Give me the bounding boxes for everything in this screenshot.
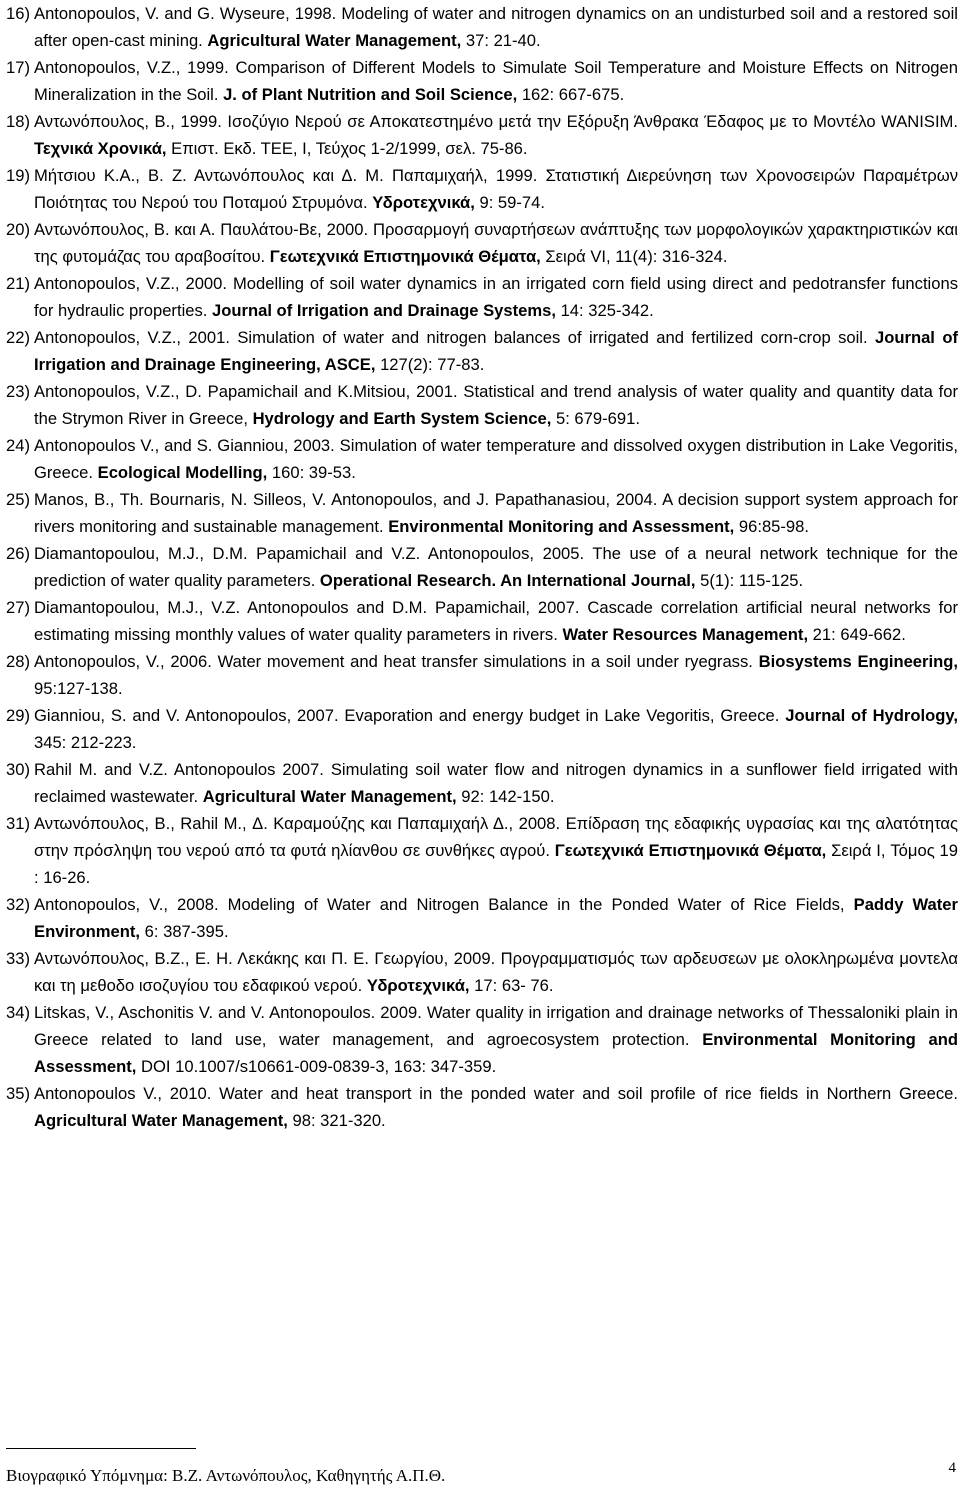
reference-entry: [6, 945, 958, 999]
reference-text: 98: 321-320.: [287, 1111, 386, 1130]
reference-text: Litskas, V., Aschonitis V. and V. Antonopoulos. 2009. Water quality in irrigation and drainage networks of Thessaloniki plain in Greece related to land use, water management, and agroecosystem protection.: [34, 1003, 958, 1049]
reference-text: 127(2): 77-83.: [375, 355, 485, 374]
reference-journal: Υδροτεχνικά,: [372, 193, 475, 212]
reference-entry: [6, 756, 958, 810]
reference-text: Antonopoulos, V.Z., 1999. Comparison of Different Models to Simulate Soil Temperature and Moisture Effects on Nitrogen Mineralization in the Soil.: [34, 58, 958, 104]
reference-entry: [6, 378, 958, 432]
reference-number: 22): [6, 328, 30, 347]
reference-journal: Journal of Irrigation and Drainage Engineering, ASCE,: [34, 328, 958, 374]
reference-number: 35): [6, 1084, 30, 1103]
reference-journal: J. of Plant Nutrition and Soil Science,: [223, 85, 518, 104]
reference-number: 24): [6, 436, 30, 455]
reference-entry: [6, 216, 958, 270]
reference-journal: Paddy Water Environment,: [34, 895, 958, 941]
reference-number: 34): [6, 1003, 30, 1022]
reference-entry: [6, 810, 958, 891]
reference-number: 18): [6, 112, 30, 131]
reference-journal: Agricultural Water Management,: [34, 1111, 288, 1130]
reference-text: 5(1): 115-125.: [695, 571, 804, 590]
reference-text: Antonopoulos, V., 2008. Modeling of Water and Nitrogen Balance in the Ponded Water of Rice Fields,: [34, 895, 854, 914]
reference-text: 21: 649-662.: [808, 625, 906, 644]
reference-text: 5: 679-691.: [551, 409, 640, 428]
reference-number: 16): [6, 4, 30, 23]
reference-journal: Environmental Monitoring and Assessment,: [388, 517, 735, 536]
reference-list: [6, 0, 958, 1134]
reference-text: Αντωνόπουλος, Β., 1999. Ισοζύγιο Νερού σε Αποκατεστημένο μετά την Εξόρυξη Άνθρακα Έδαφος με το Μοντέλο WANISIM.: [34, 112, 958, 131]
reference-journal: Γεωτεχνικά Επιστημονικά Θέματα,: [269, 247, 541, 266]
reference-journal: Journal of Irrigation and Drainage Systems,: [212, 301, 556, 320]
reference-text: Επιστ. Εκδ. ΤΕΕ, Ι, Τεύχος 1-2/1999, σελ. 75-86.: [166, 139, 528, 158]
reference-entry: [6, 432, 958, 486]
reference-number: 19): [6, 166, 30, 185]
reference-number: 26): [6, 544, 30, 563]
reference-entry: [6, 162, 958, 216]
reference-entry: [6, 324, 958, 378]
footer-divider: [6, 1448, 196, 1449]
reference-text: Antonopoulos, V., 2006. Water movement and heat transfer simulations in a soil under ryegrass.: [34, 652, 759, 671]
reference-number: 32): [6, 895, 30, 914]
reference-number: 25): [6, 490, 30, 509]
reference-text: 6: 387-395.: [140, 922, 229, 941]
reference-number: 29): [6, 706, 30, 725]
reference-text: Diamantopoulou, M.J., V.Z. Antonopoulos and D.M. Papamichail, 2007. Cascade correlation artificial neural networks for estimating missing monthly values of water quality parameters in rivers.: [34, 598, 958, 644]
reference-text: Rahil M. and V.Z. Antonopoulos 2007. Simulating soil water flow and nitrogen dynamics in a sunflower field irrigated with reclaimed wastewater.: [34, 760, 958, 806]
reference-number: 28): [6, 652, 30, 671]
reference-text: Antonopoulos V., 2010. Water and heat transport in the ponded water and soil profile of rice fields in Northern Greece.: [34, 1084, 958, 1103]
reference-text: Σειρά VI, 11(4): 316-324.: [540, 247, 728, 266]
reference-text: Αντωνόπουλος, Β.Ζ., Ε. Η. Λεκάκης και Π. Ε. Γεωργίου, 2009. Προγραμματισμός των αρδευσεων με ολοκληρωμένα μοντελα και τη μεθοδο ισοζυγίου του εδαφικού νερού.: [34, 949, 958, 995]
reference-text: 95:127-138.: [34, 679, 123, 698]
reference-text: 17: 63- 76.: [469, 976, 554, 995]
reference-journal: Hydrology and Earth System Science,: [252, 409, 552, 428]
reference-number: 17): [6, 58, 30, 77]
reference-text: 14: 325-342.: [555, 301, 654, 320]
reference-entry: [6, 891, 958, 945]
reference-text: 37: 21-40.: [461, 31, 541, 50]
reference-journal: Operational Research. An International Journal,: [319, 571, 696, 590]
reference-text: 92: 142-150.: [456, 787, 555, 806]
reference-journal: Ecological Modelling,: [97, 463, 268, 482]
reference-entry: [6, 108, 958, 162]
reference-text: 96:85-98.: [734, 517, 809, 536]
reference-text: Diamantopoulou, M.J., D.M. Papamichail and V.Z. Antonopoulos, 2005. The use of a neural network technique for the prediction of water quality parameters.: [34, 544, 958, 590]
reference-number: 30): [6, 760, 30, 779]
reference-number: 27): [6, 598, 30, 617]
reference-number: 31): [6, 814, 30, 833]
reference-journal: Τεχνικά Χρονικά,: [34, 139, 167, 158]
reference-journal: Υδροτεχνικά,: [366, 976, 470, 995]
reference-text: Manos, B., Th. Bournaris, N. Silleos, V. Antonopoulos, and J. Papathanasiou, 2004. A decision support system approach for rivers monitoring and sustainable management.: [34, 490, 958, 536]
reference-number: 20): [6, 220, 30, 239]
reference-text: Αντωνόπουλος, Β. και Α. Παυλάτου-Βε, 2000. Προσαρμογή συναρτήσεων ανάπτυξης των μορφολογικών χαρακτηριστικών και της φυτομάζας του αραβοσίτου.: [34, 220, 958, 266]
reference-text: DOI 10.1007/s10661-009-0839-3, 163: 347-359.: [136, 1057, 497, 1076]
reference-text: 162: 667-675.: [517, 85, 625, 104]
reference-entry: [6, 0, 958, 54]
reference-text: Gianniou, S. and V. Antonopoulos, 2007. Evaporation and energy budget in Lake Vegoritis, Greece.: [34, 706, 786, 725]
reference-text: Antonopoulos V., and S. Gianniou, 2003. Simulation of water temperature and dissolved oxygen distribution in Lake Vegoritis, Greece.: [34, 436, 958, 482]
reference-journal: Agricultural Water Management,: [207, 31, 462, 50]
reference-entry: [6, 702, 958, 756]
footer-text: Βιογραφικό Υπόμνημα: Β.Ζ. Αντωνόπουλος, Καθηγητής Α.Π.Θ.: [6, 1466, 446, 1485]
reference-text: Antonopoulos, V.Z., 2001. Simulation of water and nitrogen balances of irrigated and fertilized corn-crop soil.: [34, 328, 875, 347]
reference-number: 33): [6, 949, 30, 968]
reference-journal: Water Resources Management,: [562, 625, 809, 644]
reference-number: 21): [6, 274, 30, 293]
reference-entry: [6, 1080, 958, 1134]
reference-entry: [6, 594, 958, 648]
reference-entry: [6, 540, 958, 594]
reference-journal: Journal of Hydrology,: [785, 706, 958, 725]
reference-text: Antonopoulos, V.Z., 2000. Modelling of soil water dynamics in an irrigated corn field using direct and pedotransfer functions for hydraulic properties.: [34, 274, 958, 320]
reference-text: Antonopoulos, V. and G. Wyseure, 1998. Modeling of water and nitrogen dynamics on an undisturbed soil and a restored soil after open-cast mining.: [34, 4, 958, 50]
page-footer: [6, 1460, 956, 1486]
reference-entry: [6, 999, 958, 1080]
reference-number: 23): [6, 382, 30, 401]
reference-entry: [6, 486, 958, 540]
reference-journal: Environmental Monitoring and Assessment,: [34, 1030, 958, 1076]
reference-entry: [6, 648, 958, 702]
reference-entry: [6, 54, 958, 108]
reference-journal: Biosystems Engineering,: [758, 652, 958, 671]
reference-text: 345: 212-223.: [34, 733, 137, 752]
reference-text: 160: 39-53.: [267, 463, 356, 482]
reference-journal: Γεωτεχνικά Επιστημονικά Θέματα,: [554, 841, 827, 860]
reference-entry: [6, 270, 958, 324]
reference-text: 9: 59-74.: [474, 193, 545, 212]
reference-text: Αντωνόπουλος, Β., Rahil M., Δ. Καραμούζης και Παπαμιχαήλ Δ., 2008. Επίδραση της εδαφικής υγρασίας και της αλατότητας στην πρόσληψη του νερού από τα φυτά ηλίανθου σε συνθήκες αγρού.: [34, 814, 958, 860]
page-number: 4: [948, 1460, 956, 1476]
reference-text: Σειρά I, Τόμος 19 : 16-26.: [34, 841, 958, 887]
reference-journal: Agricultural Water Management,: [202, 787, 457, 806]
reference-text: Μήτσιου Κ.Α., Β. Ζ. Αντωνόπουλος και Δ. Μ. Παπαμιχαήλ, 1999. Στατιστική Διερεύνηση των Χρονοσειρών Παραμέτρων Ποιότητας του Νερού του Ποταμού Στρυμόνα.: [34, 166, 958, 212]
reference-text: Antonopoulos, V.Z., D. Papamichail and K.Mitsiou, 2001. Statistical and trend analysis of water quality and quantity data for the Strymon River in Greece,: [34, 382, 958, 428]
